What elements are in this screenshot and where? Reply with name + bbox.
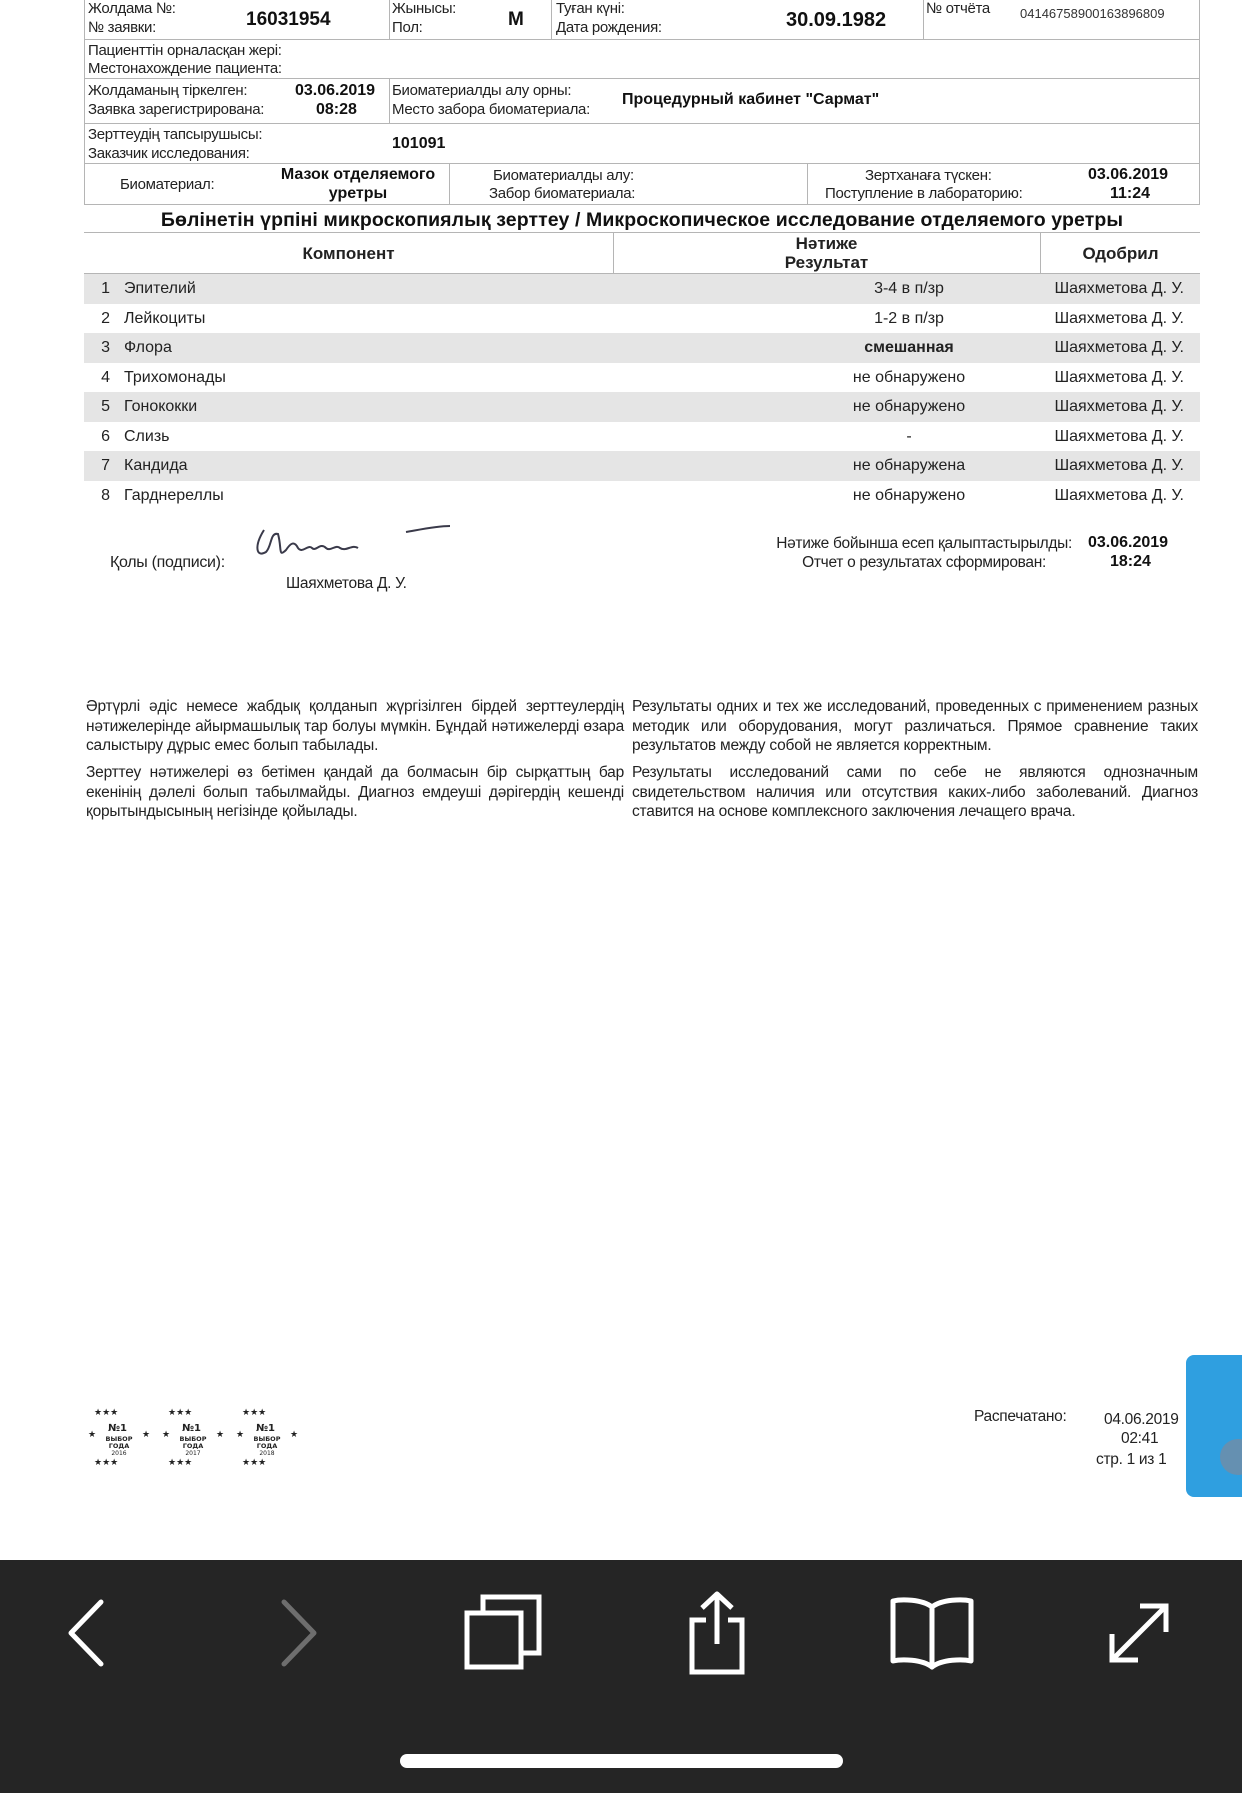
- customer-value: 101091: [392, 135, 446, 152]
- page-counter: стр. 1 из 1: [1096, 1451, 1167, 1468]
- svg-text:★★★: ★★★: [242, 1458, 267, 1468]
- row-component: Трихомонады: [124, 368, 226, 386]
- disclaimer-ru-2: Результаты исследований сами по себе не являются однозначным свидетельством наличия или отсутствия каких-либо заболеваний. Диагноз ставится на основе комплексного заключения лечащего врача.: [632, 764, 1198, 820]
- location-label-kz: Пациенттін орналасқан жері:: [88, 42, 282, 59]
- sex-label-ru: Пол:: [392, 19, 423, 36]
- row-number: 2: [101, 309, 110, 327]
- collection-label-ru: Забор биоматериала:: [489, 185, 636, 202]
- report-formed-date: 03.06.2019: [1088, 534, 1169, 551]
- forward-icon: [270, 1598, 320, 1668]
- badge-year: 2016: [111, 1450, 127, 1457]
- disclaimer-kz-1: Әртүрлі әдіс немесе жабдық қолданып жүргізілген бірдей зерттеулердің нәтижелерінде айырмашылық тар болуы мүмкін. Бұндай нәтижелерді өзара салыстыру дұрыс емес болып табылады.: [86, 698, 624, 754]
- row-approved: Шаяхметова Д. У.: [1054, 398, 1184, 415]
- row-component: Эпителий: [124, 280, 196, 297]
- row-result: смешанная: [864, 339, 954, 356]
- badge-year: 2017: [185, 1450, 201, 1457]
- sex-value: М: [508, 9, 524, 30]
- table-row: [84, 392, 1200, 422]
- disclaimer-ru-1: Результаты одних и тех же исследований, проведенных с применением разных методик или оборудования, могут различаться. Прямое сравнение таких результатов между собой не является корректным.: [632, 698, 1198, 754]
- svg-text:★: ★: [216, 1430, 225, 1440]
- disclaimer-kz-2: Зерттеу нәтижелері өз бетімен қандай да болмасын бір сырқаттың бар екенінің дәлелі болып табылмайды. Диагноз емдеуші дәрігердің кешенді қорытындысының негізінде қойылады.: [86, 764, 624, 820]
- report-label: № отчёта: [926, 0, 990, 17]
- svg-text:★★★: ★★★: [94, 1408, 119, 1418]
- dob-value: 30.09.1982: [786, 9, 887, 31]
- row-result: 3-4 в п/зр: [874, 280, 944, 297]
- share-button[interactable]: [672, 1588, 762, 1678]
- row-component: Флора: [124, 339, 172, 356]
- collection-label-kz: Биоматериалды алу:: [493, 167, 634, 184]
- collection-place-label-ru: Место забора биоматериала:: [392, 101, 590, 118]
- table-row: [84, 304, 1200, 334]
- book-icon: [887, 1595, 977, 1671]
- biomaterial-label: Биоматериал:: [120, 176, 215, 193]
- row-result: не обнаружено: [852, 368, 966, 386]
- award-badge-2016: [86, 1403, 152, 1469]
- back-button[interactable]: [45, 1588, 135, 1678]
- table-row: [84, 422, 1200, 452]
- expand-icon: [1104, 1598, 1174, 1668]
- badge-number: №1: [182, 1423, 201, 1434]
- badge-line3: ГОДА: [182, 1442, 204, 1450]
- col-result-ru: Результат: [784, 253, 869, 272]
- lab-date: 03.06.2019: [1088, 166, 1169, 183]
- row-number: 1: [101, 280, 110, 297]
- referral-label-ru: № заявки:: [88, 19, 156, 36]
- row-result: 1-2 в п/зр: [874, 309, 944, 327]
- fullscreen-button[interactable]: [1094, 1588, 1184, 1678]
- award-badge-2018: [234, 1403, 300, 1469]
- dob-label-ru: Дата рождения:: [556, 19, 662, 36]
- customer-label-ru: Заказчик исследования:: [88, 145, 250, 162]
- results-table: [84, 232, 1200, 510]
- lab-label-ru: Поступление в лабораторию:: [825, 185, 1023, 202]
- svg-text:★: ★: [88, 1430, 97, 1440]
- printed-label: Распечатано:: [974, 1408, 1067, 1425]
- signer-name: Шаяхметова Д. У.: [286, 575, 407, 592]
- row-number: 3: [101, 339, 110, 356]
- table-header: [84, 232, 1200, 274]
- badge-line3: ГОДА: [108, 1442, 130, 1450]
- row-number: 8: [101, 486, 110, 504]
- share-icon: [682, 1590, 752, 1676]
- signature-label: Қолы (подписи):: [110, 554, 225, 571]
- row-result: не обнаружено: [852, 398, 966, 415]
- table-row: [84, 481, 1200, 511]
- registered-time: 08:28: [316, 101, 357, 118]
- signature-image: [250, 518, 455, 562]
- svg-text:★: ★: [162, 1430, 171, 1440]
- printed-time: 02:41: [1121, 1430, 1159, 1447]
- svg-text:★★★: ★★★: [94, 1458, 119, 1468]
- badge-number: №1: [108, 1423, 127, 1434]
- badge-line2: ВЫБОР: [179, 1435, 207, 1443]
- row-number: 5: [101, 398, 110, 415]
- registered-date: 03.06.2019: [295, 82, 376, 99]
- tabs-icon: [463, 1593, 543, 1673]
- row-component: Слизь: [124, 427, 170, 445]
- report-formed-time: 18:24: [1110, 553, 1151, 570]
- row-number: 4: [101, 368, 110, 386]
- collection-place-label-kz: Биоматериалды алу орны:: [392, 82, 572, 99]
- badge-year: 2018: [259, 1450, 275, 1457]
- table-row: [84, 333, 1200, 363]
- section-title: Бөлінетін үрпіні микроскопиялық зерттеу / Микроскопическое исследование отделяемого уретры: [160, 209, 1124, 231]
- table-row: [84, 451, 1200, 481]
- row-component: Лейкоциты: [124, 309, 206, 327]
- report-formed-label-kz: Нәтиже бойынша есеп қалыптастырылды:: [776, 535, 1072, 552]
- printed-date: 04.06.2019: [1104, 1411, 1179, 1428]
- row-approved: Шаяхметова Д. У.: [1054, 368, 1184, 386]
- sex-label-kz: Жынысы:: [392, 0, 457, 17]
- row-approved: Шаяхметова Д. У.: [1054, 427, 1184, 445]
- svg-text:★: ★: [236, 1430, 245, 1440]
- col-component: Компонент: [302, 243, 395, 263]
- customer-label-kz: Зерттеудің тапсырушысы:: [88, 126, 263, 143]
- row-result: -: [906, 427, 912, 445]
- badge-number: №1: [256, 1423, 275, 1434]
- col-approved: Одобрил: [1082, 243, 1159, 263]
- row-result: не обнаружена: [852, 457, 966, 474]
- tabs-button[interactable]: [458, 1588, 548, 1678]
- report-number: 04146758900163896809: [1020, 6, 1165, 21]
- back-icon: [65, 1598, 115, 1668]
- row-approved: Шаяхметова Д. У.: [1054, 339, 1184, 356]
- home-indicator[interactable]: [400, 1754, 843, 1768]
- badge-line2: ВЫБОР: [253, 1435, 281, 1443]
- registered-label-ru: Заявка зарегистрирована:: [88, 101, 265, 118]
- row-component: Гарднереллы: [124, 486, 224, 504]
- biomaterial-value-line2: уретры: [328, 185, 388, 202]
- registered-label-kz: Жолдаманың тіркелген:: [88, 82, 248, 99]
- svg-text:★★★: ★★★: [168, 1408, 193, 1418]
- dob-label-kz: Туған күні:: [556, 0, 625, 17]
- col-result-kz: Нәтиже: [795, 234, 858, 253]
- svg-text:★: ★: [290, 1430, 299, 1440]
- badge-line2: ВЫБОР: [105, 1435, 133, 1443]
- location-label-ru: Местонахождение пациента:: [88, 60, 282, 77]
- row-result: не обнаружено: [852, 486, 966, 504]
- award-badge-2017: [160, 1403, 226, 1469]
- side-floating-tab[interactable]: [1186, 1355, 1242, 1497]
- svg-text:★: ★: [142, 1430, 151, 1440]
- referral-label-kz: Жолдама №:: [88, 0, 176, 17]
- row-component: Гонококки: [124, 398, 198, 415]
- table-row: [84, 274, 1200, 304]
- collection-place-value: Процедурный кабинет "Сармат": [622, 91, 880, 108]
- col-result: [614, 233, 1039, 273]
- table-row: [84, 363, 1200, 393]
- row-approved: Шаяхметова Д. У.: [1054, 457, 1184, 474]
- report-formed-label-ru: Отчет о результатах сформирован:: [802, 554, 1046, 571]
- lab-label-kz: Зертханаға түскен:: [865, 167, 992, 184]
- bookmarks-button[interactable]: [887, 1588, 977, 1678]
- svg-text:★★★: ★★★: [168, 1458, 193, 1468]
- row-component: Кандида: [124, 457, 188, 474]
- row-number: 6: [101, 427, 110, 445]
- badge-line3: ГОДА: [256, 1442, 278, 1450]
- forward-button[interactable]: [250, 1588, 340, 1678]
- row-approved: Шаяхметова Д. У.: [1054, 280, 1184, 297]
- row-approved: Шаяхметова Д. У.: [1054, 486, 1184, 504]
- row-number: 7: [101, 457, 110, 474]
- lab-time: 11:24: [1110, 185, 1151, 202]
- referral-number: 16031954: [246, 9, 331, 30]
- svg-text:★★★: ★★★: [242, 1408, 267, 1418]
- row-approved: Шаяхметова Д. У.: [1054, 309, 1184, 327]
- biomaterial-value-line1: Мазок отделяемого: [280, 166, 436, 183]
